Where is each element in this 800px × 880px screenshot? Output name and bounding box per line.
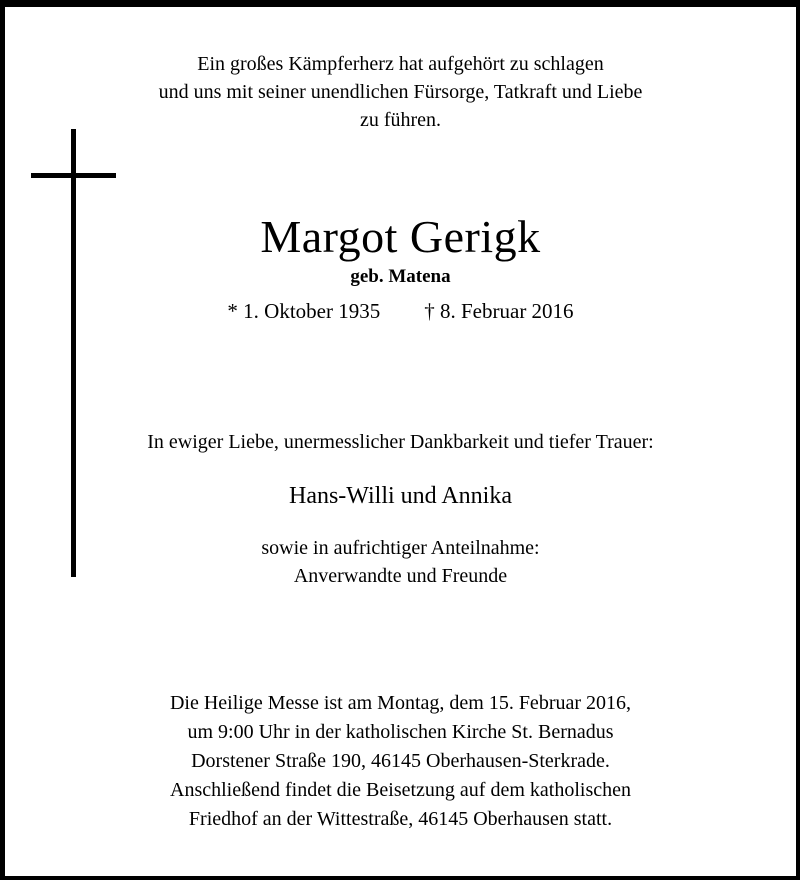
service-line-4: Anschließend findet die Beisetzung auf dem katholischen [170, 779, 631, 801]
maiden-name: geb. Matena [350, 266, 451, 287]
mourners-family: Hans-Willi und Annika [288, 483, 512, 509]
mourners-section [5, 428, 796, 590]
death-date: † 8. Februar 2016 [424, 299, 574, 323]
life-dates [5, 296, 796, 326]
epigraph [5, 50, 796, 134]
cross-horizontal-bar [31, 173, 116, 178]
notice-border-top [0, 0, 800, 7]
service-line-2: um 9:00 Uhr in der katholischen Kirche St. Bernadus [187, 721, 614, 743]
deceased-name: Margot Gerigk [260, 211, 541, 262]
mourners-intro: In ewiger Liebe, unermesslicher Dankbarkeit und tiefer Trauer: [147, 431, 654, 453]
notice-paper [5, 7, 796, 876]
service-line-1: Die Heilige Messe ist am Montag, dem 15. Februar 2016, [169, 692, 632, 714]
deceased-identity [5, 210, 796, 326]
service-line-3: Dorstener Straße 190, 46145 Oberhausen-Sterkrade. [191, 750, 610, 772]
notice-border-right [796, 0, 800, 880]
epigraph-line-1: Ein großes Kämpferherz hat aufgehört zu schlagen [197, 53, 604, 75]
notice-border-bottom [0, 876, 800, 880]
birth-date: * 1. Oktober 1935 [227, 299, 381, 323]
mourners-others-intro: sowie in aufrichtiger Anteilnahme: [261, 537, 540, 559]
epigraph-line-2: und uns mit seiner unendlichen Fürsorge, Tatkraft und Liebe [158, 81, 643, 103]
mourners-others: Anverwandte und Freunde [293, 565, 508, 587]
service-line-5: Friedhof an der Wittestraße, 46145 Oberhausen statt. [188, 808, 613, 830]
service-details [5, 689, 796, 834]
epigraph-line-3: zu führen. [359, 109, 442, 131]
